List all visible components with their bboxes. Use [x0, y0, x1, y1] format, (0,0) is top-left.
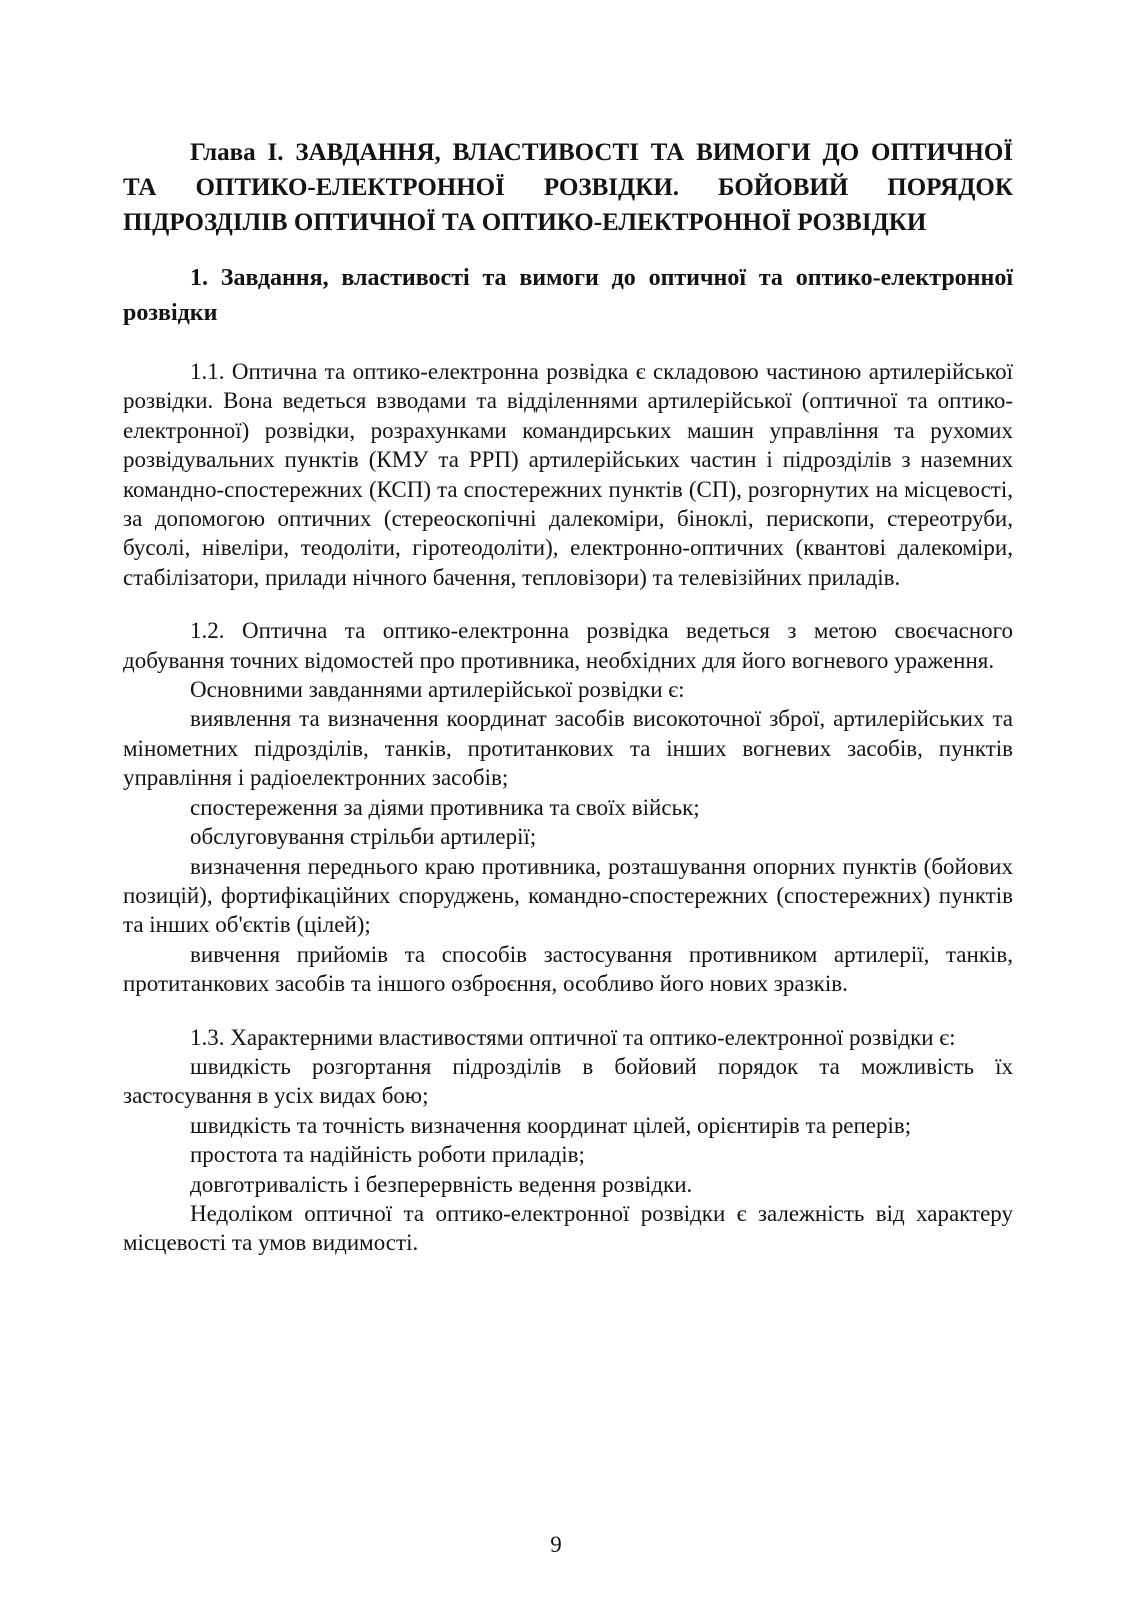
- paragraph-1-2: 1.2. Оптична та оптико-електронна розвідка ведеться з метою своєчасного добування точних відомостей про противника, необхідних для його вогневого ураження.: [123, 618, 1013, 673]
- task-item-detection: виявлення та визначення координат засобів високоточної зброї, артилерійських та мінометних підрозділів, танків, протитанкових та інших вогневих засобів, пунктів управління і радіоелектронних засобів;: [123, 706, 1013, 791]
- property-item-continuity: довготривалість і безперервність ведення розвідки.: [190, 1171, 693, 1197]
- task-item-fire-support: обслуговування стрільби артилерії;: [190, 824, 537, 850]
- property-item-accuracy: швидкість та точність визначення координат цілей, орієнтирів та реперів;: [190, 1112, 912, 1138]
- property-item-speed-deploy: швидкість розгортання підрозділів в бойовий порядок та можливість їх застосування в усіх видах бою;: [123, 1053, 1013, 1109]
- text-block: [123, 135, 1013, 1258]
- paragraph-drawback: Недоліком оптичної та оптико-електронної розвідки є залежність від характеру місцевості та умов видимості.: [123, 1200, 1013, 1256]
- property-item-simplicity: простота та надійність роботи приладів;: [190, 1142, 585, 1168]
- task-item-front-edge: визначення переднього краю противника, розташування опорних пунктів (бойових позицій), фортифікаційних споруджень, командно-спостережних (спостережних) пунктів та інших об'єктів (цілей);: [123, 853, 1013, 938]
- paragraph-1-3: 1.3. Характерними властивостями оптичної та оптико-електронної розвідки є:: [190, 1024, 956, 1050]
- section-heading: 1. Завдання, властивості та вимоги до оптичної та оптико-електронної розвідки: [123, 265, 1013, 326]
- paragraph-1-1: 1.1. Оптична та оптико-електронна розвідка є складовою частиною артилерійської розвідки. Вона ведеться взводами та відділеннями артилерійської (оптичної та оптико-електронної) розвідки, розрахунками командирських машин управління та рухомих розвідувальних пунктів (КМУ та РРП) артилерійських частин і підрозділів з наземних командно-спостережних (КСП) та спостережних пунктів (СП), розгорнутих на місцевості, за допомогою оптичних (стереоскопічні далекоміри, біноклі, перископи, стереотруби, бусолі, нівеліри, теодоліти, гіротеодоліти), електронно-оптичних (квантові далекоміри, стабілізатори, прилади нічного бачення, тепловізори) та телевізійних приладів.: [123, 359, 1013, 590]
- task-item-observation: спостереження за діями противника та своїх військ;: [190, 794, 700, 820]
- paragraph-tasks-intro: Основними завданнями артилерійської розвідки є:: [190, 677, 685, 703]
- chapter-heading: Глава І. ЗАВДАННЯ, ВЛАСТИВОСТІ ТА ВИМОГИ ДО ОПТИЧНОЇ ТА ОПТИКО-ЕЛЕКТРОННОЇ РОЗВІДКИ. БОЙОВИЙ ПОРЯДОК ПІДРОЗДІЛІВ ОПТИЧНОЇ ТА ОПТИКО-ЕЛЕКТРОННОЇ РОЗВІДКИ: [123, 139, 1013, 236]
- task-item-study: вивчення прийомів та способів застосування противником артилерії, танків, протитанкових засобів та іншого озброєння, особливо його нових зразків.: [123, 941, 1013, 997]
- page-number: 9: [550, 1532, 562, 1557]
